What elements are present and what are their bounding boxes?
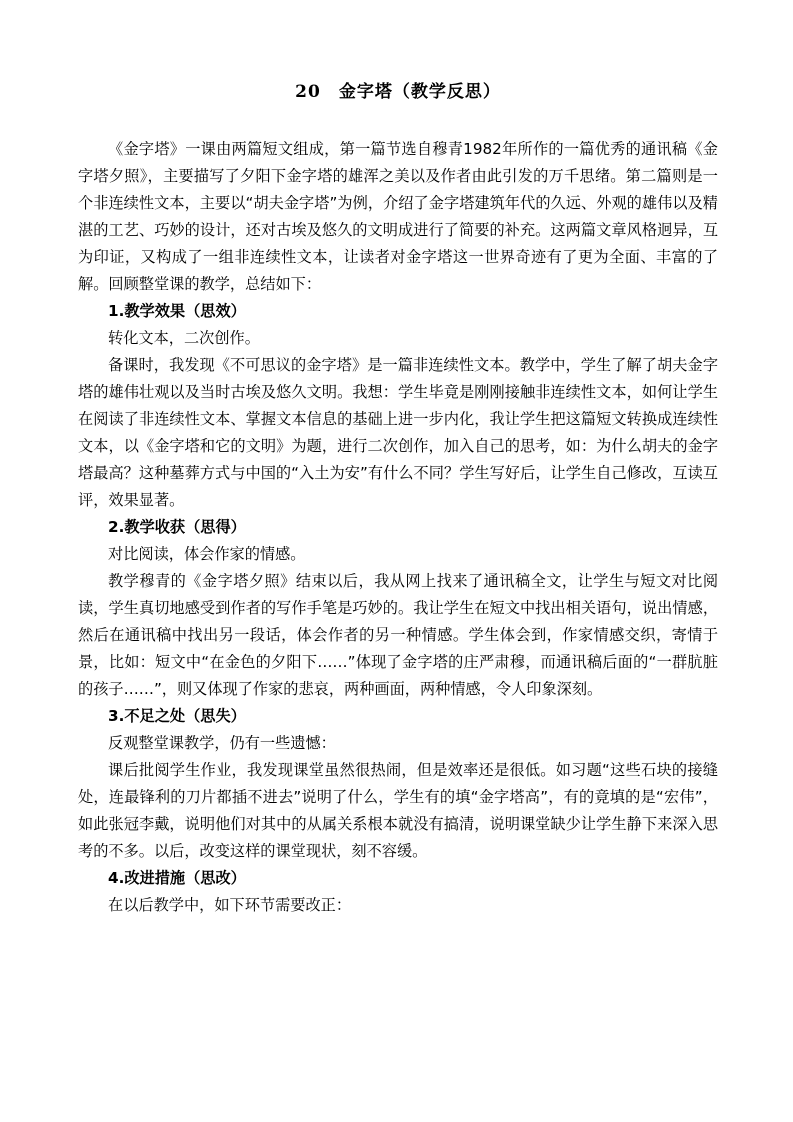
document-page (78, 78, 718, 919)
section-body-shortcoming: 课后批阅学生作业，我发现课堂虽然很热闹，但是效率还是很低。如习题“这些石块的接缝处，连最锋利的刀片都插不进去”说明了什么，学生有的填“金字塔高”，有的竟填的是“宏伟”，如此张冠李戴，说明他们对其中的从属关系根本就没有搞清，说明课堂缺少让学生静下来深入思考的不多。以后，改变这样的课堂现状，刻不容缓。 (78, 761, 718, 860)
section-body-effect: 备课时，我发现《不可思议的金字塔》是一篇非连续性文本。教学中，学生了解了胡夫金字塔的雄伟壮观以及当时古埃及悠久文明。我想：学生毕竟是刚刚接触非连续性文本，如何让学生在阅读了非连续性文本、掌握文本信息的基础上进一步内化，我让学生把这篇短文转换成连续性文本，以《金字塔和它的文明》为题，进行二次创作，加入自己的思考，如：为什么胡夫的金字塔最高？这种墓葬方式与中国的“入土为安”有什么不同？学生写好后，让学生自己修改，互读互评，效果显著。 (78, 356, 718, 509)
lesson-title: 金字塔（教学反思） (338, 82, 501, 102)
lesson-number: 20 (295, 82, 321, 102)
section-summary-improvement: 在以后教学中，如下环节需要改正： (108, 896, 351, 914)
section-summary-effect: 转化文本，二次创作。 (108, 329, 260, 347)
section-body-gain: 教学穆青的《金字塔夕照》结束以后，我从网上找来了通讯稿全文，让学生与短文对比阅读，学生真切地感受到作者的写作手笔是巧妙的。我让学生在短文中找出相关语句，说出情感，然后在通讯稿中找出另一段话，体会作者的另一种情感。学生体会到，作家情感交织，寄情于景，比如：短文中“在金色的夕阳下……”体现了金字塔的庄严肃穆，而通讯稿后面的“一群肮脏的孩子……”，则又体现了作家的悲哀，两种画面，两种情感，令人印象深刻。 (78, 572, 718, 698)
section-summary-shortcoming: 反观整堂课教学，仍有一些遗憾： (108, 734, 336, 752)
section-heading-effect: 1.教学效果（思效） (108, 302, 246, 320)
section-summary-gain: 对比阅读，体会作家的情感。 (108, 545, 306, 563)
section-heading-gain: 2.教学收获（思得） (108, 518, 246, 536)
section-heading-shortcoming: 3.不足之处（思失） (108, 707, 246, 725)
page-title (78, 78, 718, 106)
intro-paragraph: 《金字塔》一课由两篇短文组成，第一篇节选自穆青1982年所作的一篇优秀的通讯稿《金字塔夕照》，主要描写了夕阳下金字塔的雄浑之美以及作者由此引发的万千思绪。第二篇则是一个非连续性文本，主要以“胡夫金字塔”为例，介绍了金字塔建筑年代的久远、外观的雄伟以及精湛的工艺、巧妙的设计，还对古埃及悠久的文明成进行了简要的补充。这两篇文章风格迥异，互为印证，又构成了一组非连续性文本，让读者对金字塔这一世界奇迹有了更为全面、丰富的了解。回顾整堂课的教学，总结如下： (78, 140, 718, 293)
section-heading-improvement: 4.改进措施（思改） (108, 869, 246, 887)
